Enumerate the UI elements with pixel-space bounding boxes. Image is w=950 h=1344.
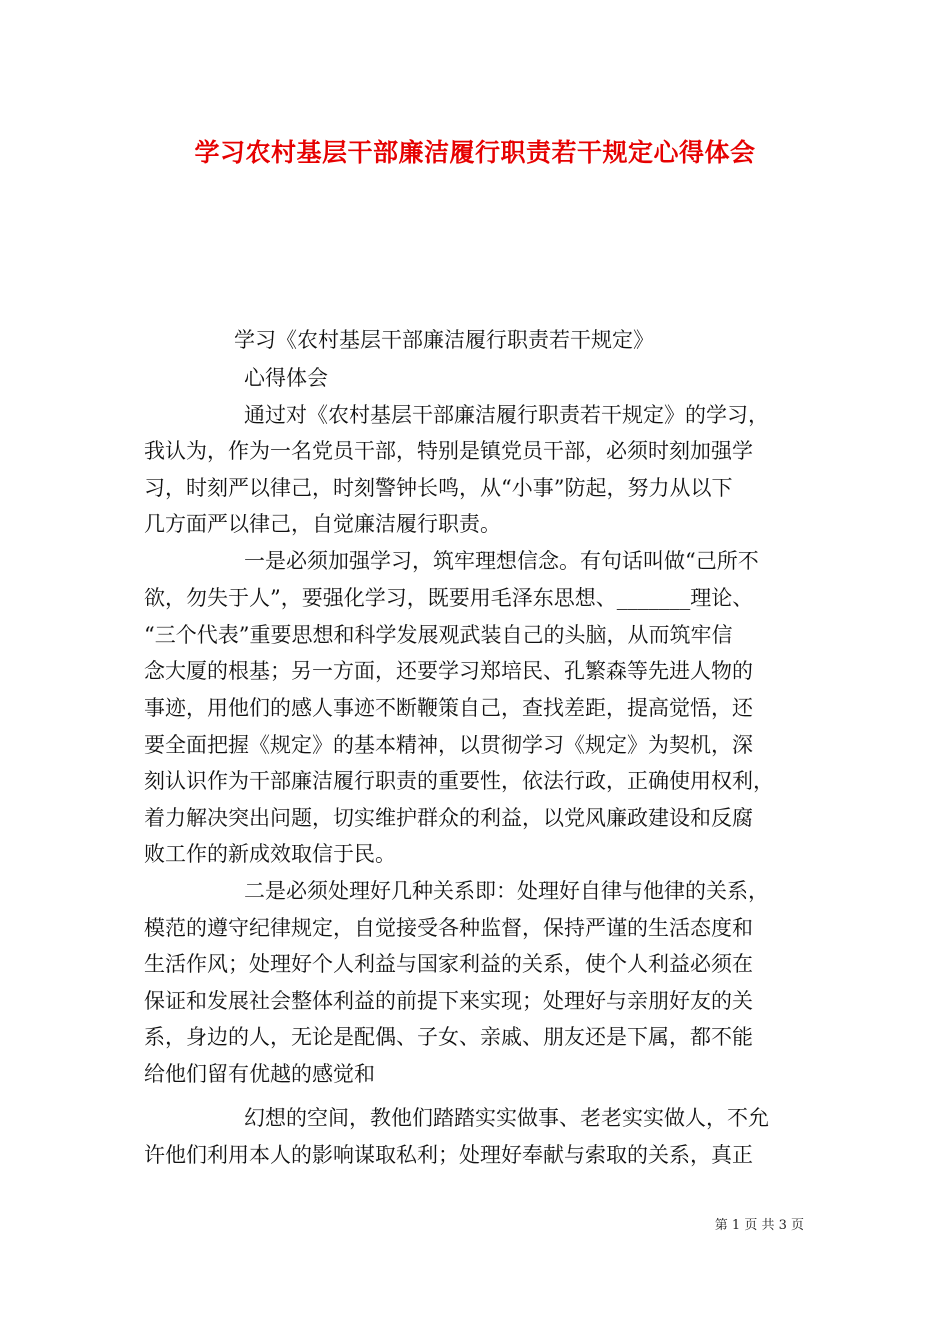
text-line: 要全面把握《规定》的基本精神，以贯彻学习《规定》为契机，深 (144, 733, 753, 757)
text-line: 给他们留有优越的感觉和 (144, 1062, 375, 1086)
text-line: 念大厦的根基；另一方面，还要学习郑培民、孔繁森等先进人物的 (144, 659, 753, 683)
text-line: 二是必须处理好几种关系即：处理好自律与他律的关系， (244, 879, 769, 903)
text-line: “三个代表”重要思想和科学发展观武装自己的头脑，从而筑牢信 (144, 623, 733, 647)
text-line: 学习《农村基层干部廉洁履行职责若干规定》 (234, 328, 654, 352)
text-line: 败工作的新成效取信于民。 (144, 842, 396, 866)
text-line: 幻想的空间，教他们踏踏实实做事、老老实实做人，不允 (244, 1106, 769, 1130)
text-line: 保证和发展社会整体利益的前提下来实现；处理好与亲朋好友的关 (144, 989, 753, 1013)
text-line: 事迹，用他们的感人事迹不断鞭策自己，查找差距，提高觉悟，还 (144, 696, 753, 720)
text-line: 许他们利用本人的影响谋取私利；处理好奉献与索取的关系，真正 (144, 1143, 753, 1167)
text-line: 系，身边的人，无论是配偶、子女、亲戚、朋友还是下属，都不能 (144, 1025, 753, 1049)
text-line: 我认为，作为一名党员干部，特别是镇党员干部，必须时刻加强学 (144, 439, 753, 463)
text-line: 刻认识作为干部廉洁履行职责的重要性，依法行政，正确使用权利， (144, 769, 774, 793)
text-line: 一是必须加强学习，筑牢理想信念。有句话叫做“己所不 (244, 549, 759, 573)
document-title: 学习农村基层干部廉洁履行职责若干规定心得体会 (194, 138, 756, 167)
text-line: 心得体会 (244, 366, 328, 390)
page-number: 第 1 页 共 3 页 (714, 1218, 804, 1233)
text-line: 模范的遵守纪律规定，自觉接受各种监督，保持严谨的生活态度和 (144, 916, 753, 940)
text-line: 几方面严以律己，自觉廉洁履行职责。 (144, 512, 501, 536)
text-line: 着力解决突出问题，切实维护群众的利益，以党风廉政建设和反腐 (144, 806, 753, 830)
text-line: 欲，勿失于人”，要强化学习，既要用毛泽东思想、_______理论、 (144, 586, 754, 610)
text-line: 通过对《农村基层干部廉洁履行职责若干规定》的学习， (244, 403, 769, 427)
text-line: 生活作风；处理好个人利益与国家利益的关系，使个人利益必须在 (144, 952, 753, 976)
text-line: 习，时刻严以律己，时刻警钟长鸣，从“小事”防起，努力从以下 (144, 476, 733, 500)
